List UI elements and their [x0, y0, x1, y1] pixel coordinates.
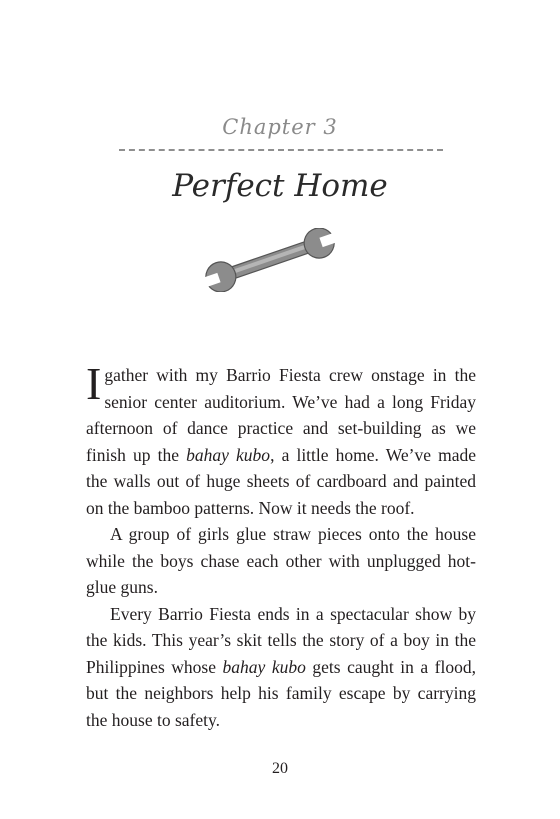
paragraph: A group of girls glue straw pieces onto the house while the boys chase each other with unplugged hot-glue guns. — [86, 524, 476, 597]
wrench-icon — [200, 228, 340, 292]
dashed-divider — [119, 149, 443, 151]
chapter-title: Perfect Home — [172, 168, 388, 204]
paragraph-text: , a little home. We’ve made the walls out of huge sheets of cardboard and painted on the bamboo patterns. Now it needs the roof. — [86, 444, 476, 518]
body-text — [86, 358, 476, 733]
paragraph-text: gets caught in a flood, but the neighbors help his family escape by carrying the house to safety. — [86, 656, 476, 730]
paragraph — [86, 358, 476, 521]
paragraph — [86, 601, 476, 734]
italic-term: bahay kubo — [186, 444, 271, 465]
page-number: 20 — [272, 760, 288, 777]
paragraph-text: Every Barrio Fiesta ends in a spectacular show by the kids. This year’s skit tells the story of a boy in the Philippines whose — [86, 603, 476, 677]
drop-cap: I — [86, 358, 102, 409]
paragraph-text: gather with my Barrio Fiesta crew onstage in the senior center auditorium. We’ve had a long Friday afternoon of dance practice and set-building as we finish up the — [86, 365, 476, 465]
italic-term: bahay kubo — [222, 656, 306, 677]
chapter-label: Chapter 3 — [222, 115, 338, 139]
